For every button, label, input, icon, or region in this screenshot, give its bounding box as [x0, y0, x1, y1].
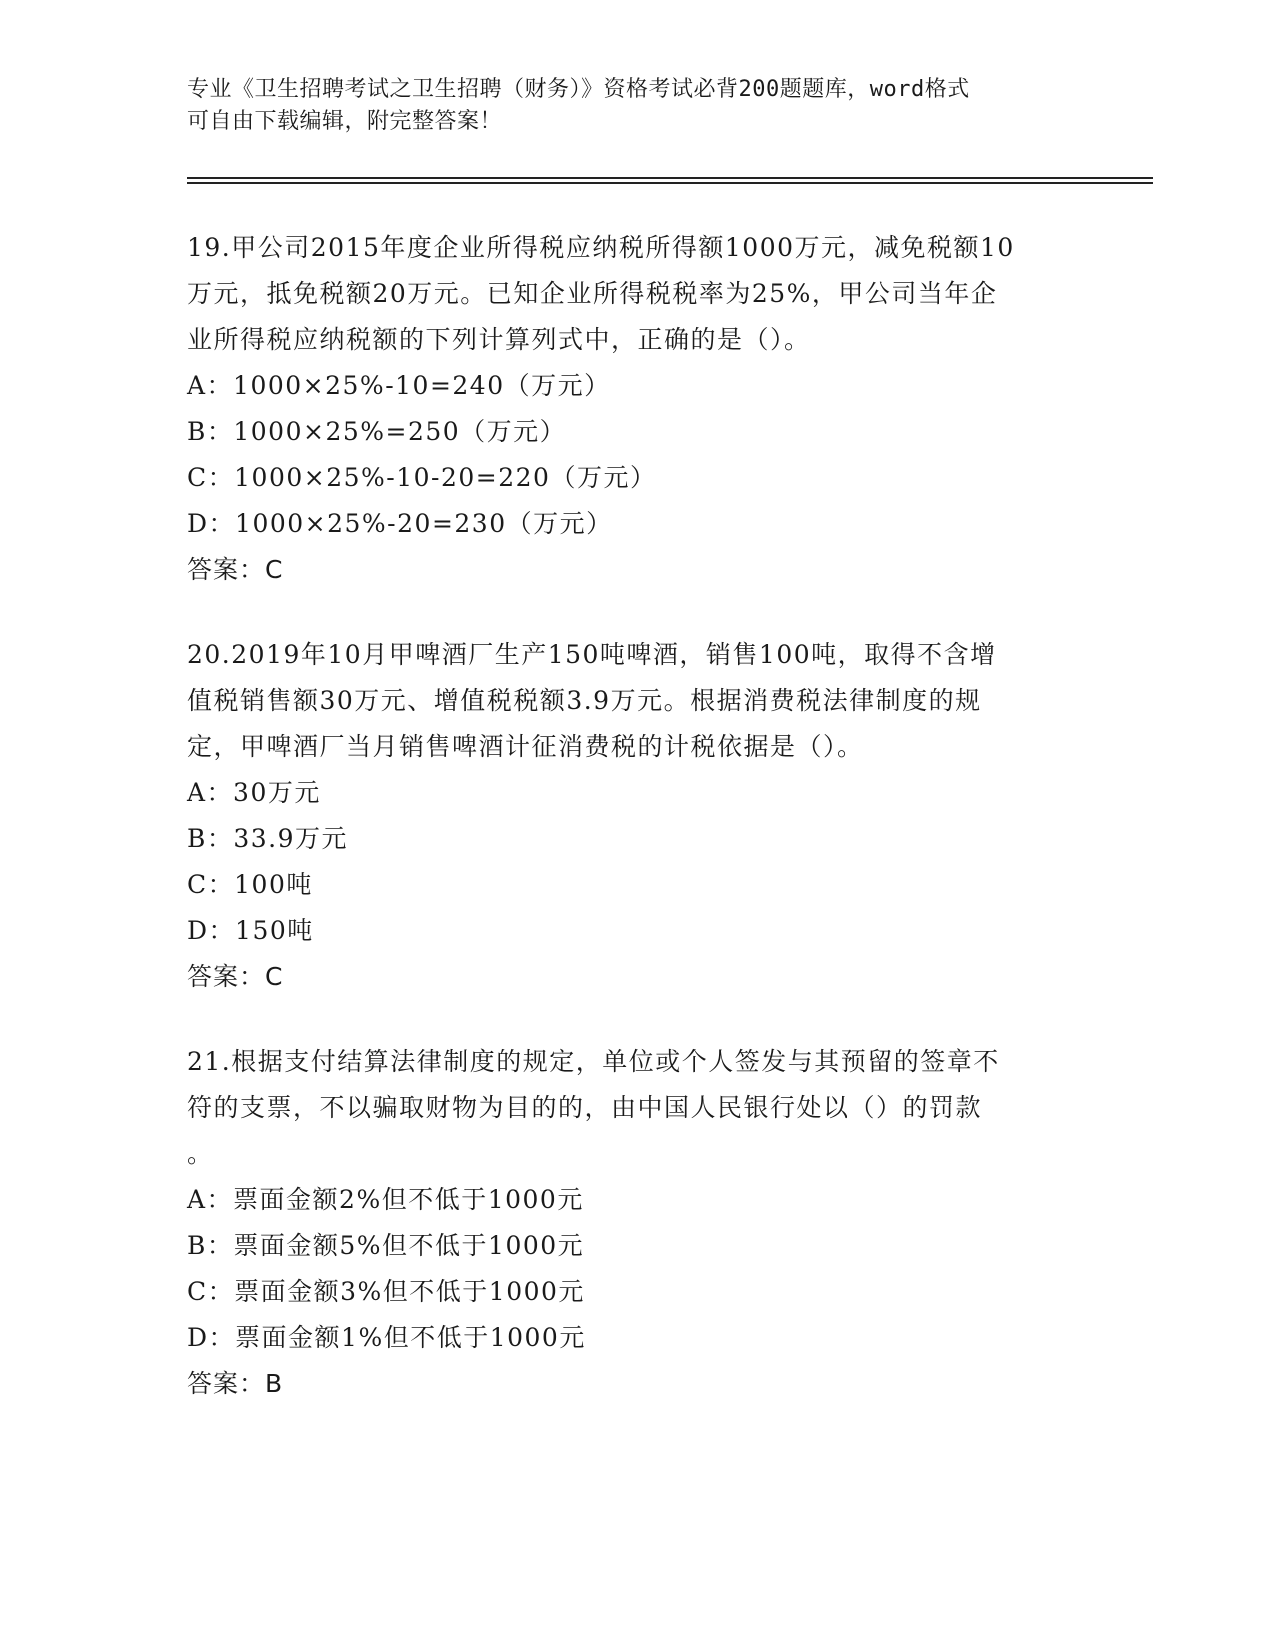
header-divider-bottom: [187, 182, 1153, 184]
option-d: D：150吨: [187, 916, 314, 945]
option-c: C：票面金额3%但不低于1000元: [187, 1277, 585, 1306]
question-text-line: 21.根据支付结算法律制度的规定，单位或个人签发与其预留的签章不: [187, 1047, 1000, 1076]
option-c: C：100吨: [187, 870, 313, 899]
question-text-line: 业所得税应纳税额的下列计算列式中，正确的是（）。: [187, 325, 811, 354]
question-text-line: 19.甲公司2015年度企业所得税应纳税所得额1000万元，减免税额10: [187, 233, 1015, 262]
header-line-1: 专业《卫生招聘考试之卫生招聘（财务）》资格考试必背200题题库，word格式: [187, 77, 970, 102]
question-text-line: 万元，抵免税额20万元。已知企业所得税税率为25%，甲公司当年企: [187, 279, 998, 308]
option-a: A：1000×25%-10=240（万元）: [187, 371, 611, 400]
option-c: C：1000×25%-10-20=220（万元）: [187, 463, 657, 492]
question-20: [187, 632, 1087, 1000]
question-21: [187, 1039, 1087, 1407]
option-b: B：33.9万元: [187, 824, 349, 853]
option-a: A：票面金额2%但不低于1000元: [187, 1185, 584, 1214]
question-text-line: 。: [187, 1139, 214, 1168]
question-19: [187, 225, 1087, 593]
option-b: B：票面金额5%但不低于1000元: [187, 1231, 585, 1260]
option-b: B：1000×25%=250（万元）: [187, 417, 567, 446]
question-text-line: 20.2019年10月甲啤酒厂生产150吨啤酒，销售100吨，取得不含增: [187, 640, 997, 669]
option-d: D：票面金额1%但不低于1000元: [187, 1323, 586, 1352]
option-a: A：30万元: [187, 778, 321, 807]
question-text-line: 符的支票，不以骗取财物为目的的，由中国人民银行处以（）的罚款: [187, 1093, 983, 1122]
answer: 答案：C: [187, 962, 284, 991]
question-text-line: 定，甲啤酒厂当月销售啤酒计征消费税的计税依据是（）。: [187, 732, 864, 761]
option-d: D：1000×25%-20=230（万元）: [187, 509, 613, 538]
header-line-2: 可自由下载编辑，附完整答案！: [187, 109, 503, 134]
answer: 答案：B: [187, 1369, 284, 1398]
answer: 答案：C: [187, 555, 284, 584]
header-divider-top: [187, 177, 1153, 179]
document-header: [187, 74, 1067, 138]
question-text-line: 值税销售额30万元、增值税税额3.9万元。根据消费税法律制度的规: [187, 686, 982, 715]
